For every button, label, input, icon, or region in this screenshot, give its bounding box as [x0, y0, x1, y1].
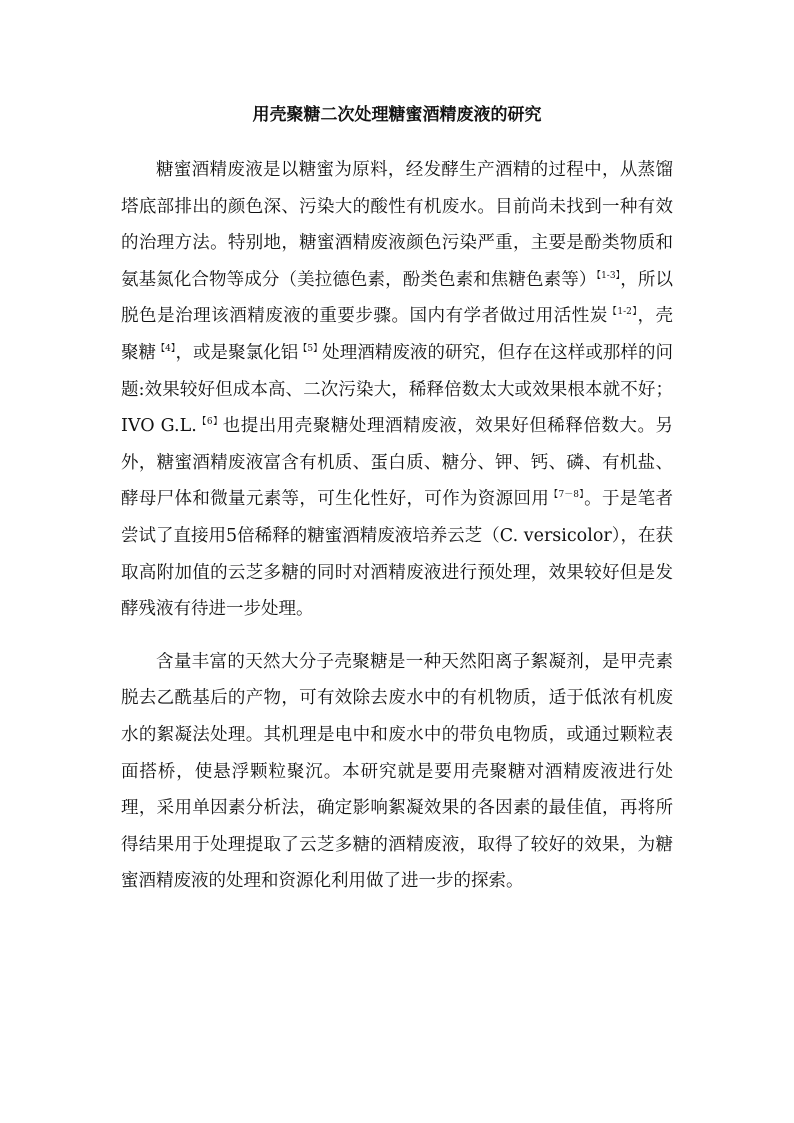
citation-ref: 【6】	[196, 417, 223, 428]
paragraph-intro-text-6: 也提出用壳聚糖处理酒精废液，效果好但稀释倍数大。另外，糖蜜酒精废液富含有机质、蛋白质、糖分、钾、钙、磷、有机盐、酵母尸体和微量元素等，可生化性好，可作为资源回用	[121, 416, 673, 510]
paragraph-intro-text-3: ，壳聚糖	[121, 306, 674, 363]
citation-ref: 【4】	[156, 344, 176, 355]
citation-ref: 【7－8】	[549, 490, 585, 501]
citation-ref: 【1-3】	[596, 270, 621, 281]
paragraph-intro-text-5: 处理酒精废液的研究，但存在这样或那样的问题:效果较好但成本高、二次污染大，稀释倍数太大或效果根本就不好；IVO G.L.	[121, 342, 674, 437]
paragraph-intro-text-4: ，或是聚氯化铝	[175, 342, 299, 363]
paragraph-intro	[121, 152, 673, 628]
paragraph-intro-text-7: 。于是笔者尝试了直接用5倍稀释的糖蜜酒精废液培养云芝（C. versicolor），在获取高附加值的云芝多糖的同时对酒精废液进行预处理，效果较好但是发酵残液有待进一步处理。	[121, 489, 674, 620]
citation-ref: 【1-2】	[607, 307, 638, 318]
document-title: 用壳聚糖二次处理糖蜜酒精废液的研究	[252, 105, 542, 125]
paragraph-intro-text-1: 糖蜜酒精废液是以糖蜜为原料，经发酵生产酒精的过程中，从蒸馏塔底部排出的颜色深、污染大的酸性有机废水。目前尚未找到一种有效的治理方法。特别地，糖蜜酒精废液颜色污染严重，主要是酚类物质和氨基氮化合物等成分（美拉德色素，酚类色素和焦糖色素等）	[121, 160, 673, 290]
paragraph-intro-text-2: ，所以脱色是治理该酒精废液的重要步骤。国内有学者做过用活性炭	[121, 269, 673, 327]
citation-ref: 【5】	[298, 344, 323, 355]
paragraph-chitosan: 含量丰富的天然大分子壳聚糖是一种天然阳离子絮凝剂，是甲壳素脱去乙酰基后的产物，可有效除去废水中的有机物质，适于低浓有机废水的絮凝法处理。其机理是电中和废水中的带负电物质，或通过颗粒表面搭桥，使悬浮颗粒聚沉。本研究就是要用壳聚糖对酒精废液进行处理，采用单因素分析法，确定影响絮凝效果的各因素的最佳值，再将所得结果用于处理提取了云芝多糖的酒精废液，取得了较好的效果，为糖蜜酒精废液的处理和资源化利用做了进一步的探索。	[121, 651, 673, 892]
